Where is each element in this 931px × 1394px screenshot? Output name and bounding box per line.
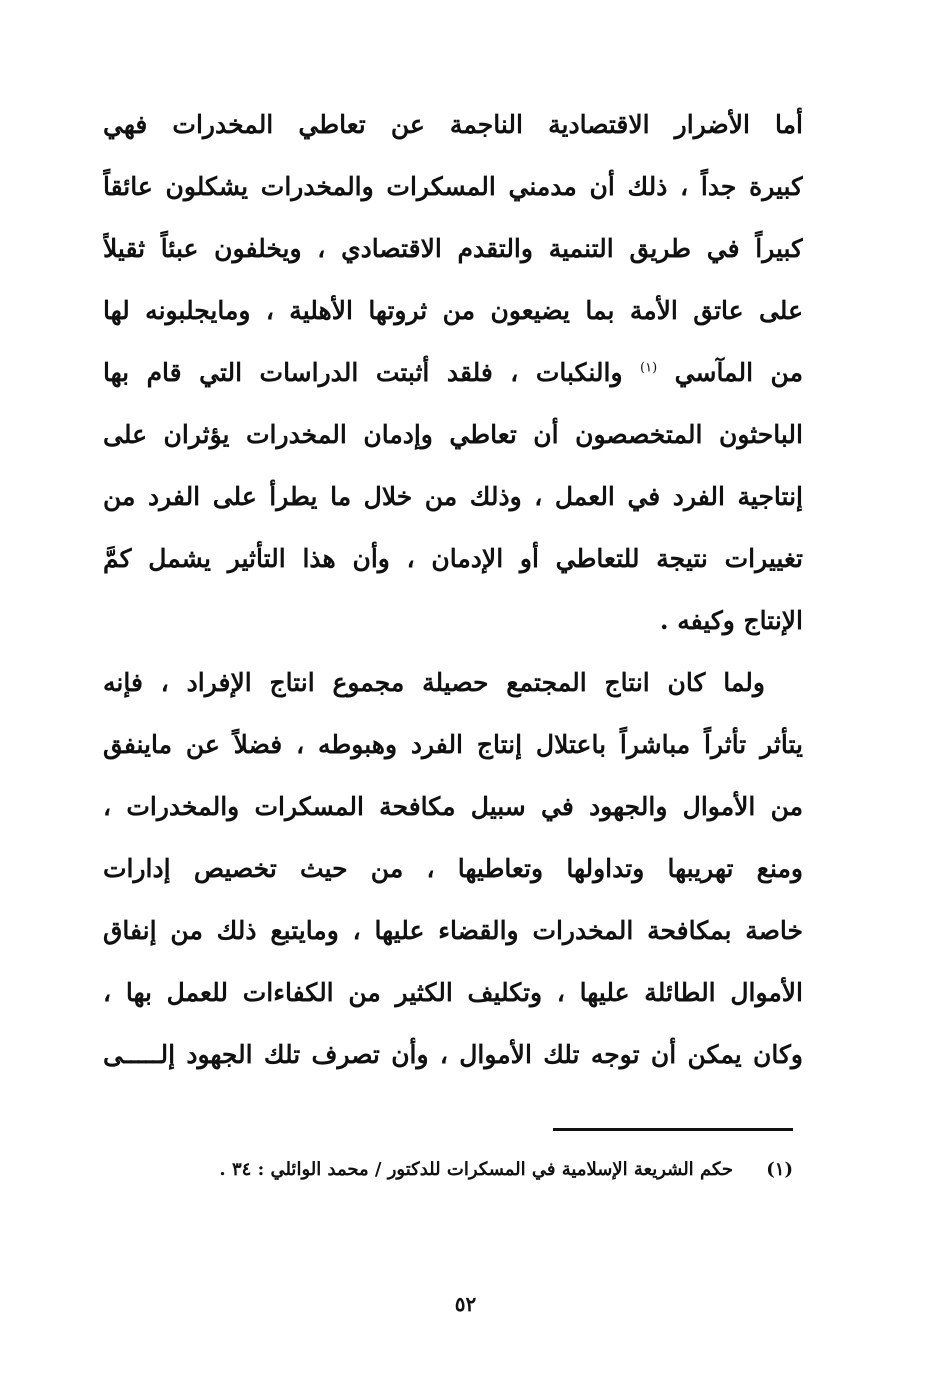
main-text	[103, 94, 803, 1086]
text-line: الإنتاج وكيفه .	[659, 606, 803, 635]
text-line: خاصة بمكافحة المخدرات والقضاء عليها ، ومايتبع ذلك من إنفاق	[103, 916, 803, 945]
footnote-text: حكم الشريعة الإسلامية في المسكرات للدكتور / محمد الوائلي : ٣٤ .	[219, 1159, 733, 1180]
footnote	[103, 1150, 793, 1190]
line-suffix: والنكبات ، فلقد أثبتت الدراسات التي قام بها	[103, 358, 623, 387]
text-line: الأموال الطائلة عليها ، وتكليف الكثير من الكفاءات للعمل بها ،	[103, 978, 803, 1007]
text-line: الباحثون المتخصصون أن تعاطي وإدمان المخدرات يؤثران على	[103, 420, 803, 449]
text-line-with-footnote	[103, 342, 803, 404]
text-line: ومنع تهريبها وتداولها وتعاطيها ، من حيث تخصيص إدارات	[103, 854, 803, 883]
footnote-number: (١)	[766, 1159, 793, 1180]
text-line: تغييرات نتيجة للتعاطي أو الإدمان ، وأن هذا التأثير يشمل كمَّ	[103, 544, 803, 573]
text-line: كبيراً في طريق التنمية والتقدم الاقتصادي ، ويخلفون عبئاً ثقيلاً	[103, 234, 803, 263]
text-line: إنتاجية الفرد في العمل ، وذلك من خلال ما يطرأ على الفرد من	[103, 482, 803, 511]
text-line: من الأموال والجهود في سبيل مكافحة المسكرات والمخدرات ،	[103, 792, 803, 821]
page-number: ٥٢	[454, 1292, 477, 1316]
line-prefix: من المآسي	[674, 358, 803, 387]
text-line: أما الأضرار الاقتصادية الناجمة عن تعاطي المخدرات فهي	[103, 110, 803, 139]
text-line: يتأثر تأثراً مباشراً باعتلال إنتاج الفرد وهبوطه ، فضلاً عن ماينفق	[103, 730, 803, 759]
footnote-reference[interactable]: (١)	[640, 360, 658, 376]
text-line: وكان يمكن أن توجه تلك الأموال ، وأن تصرف تلك الجهود إلـــــى	[103, 1040, 803, 1069]
text-line: كبيرة جداً ، ذلك أن مدمني المسكرات والمخدرات يشكلون عائقاً	[103, 172, 803, 201]
text-line: ولما كان انتاج المجتمع حصيلة مجموع انتاج الإفراد ، فإنه	[103, 668, 765, 697]
footnote-divider	[553, 1128, 793, 1131]
text-line: على عاتق الأمة بما يضيعون من ثروتها الأهلية ، ومايجلبونه لها	[103, 296, 803, 325]
